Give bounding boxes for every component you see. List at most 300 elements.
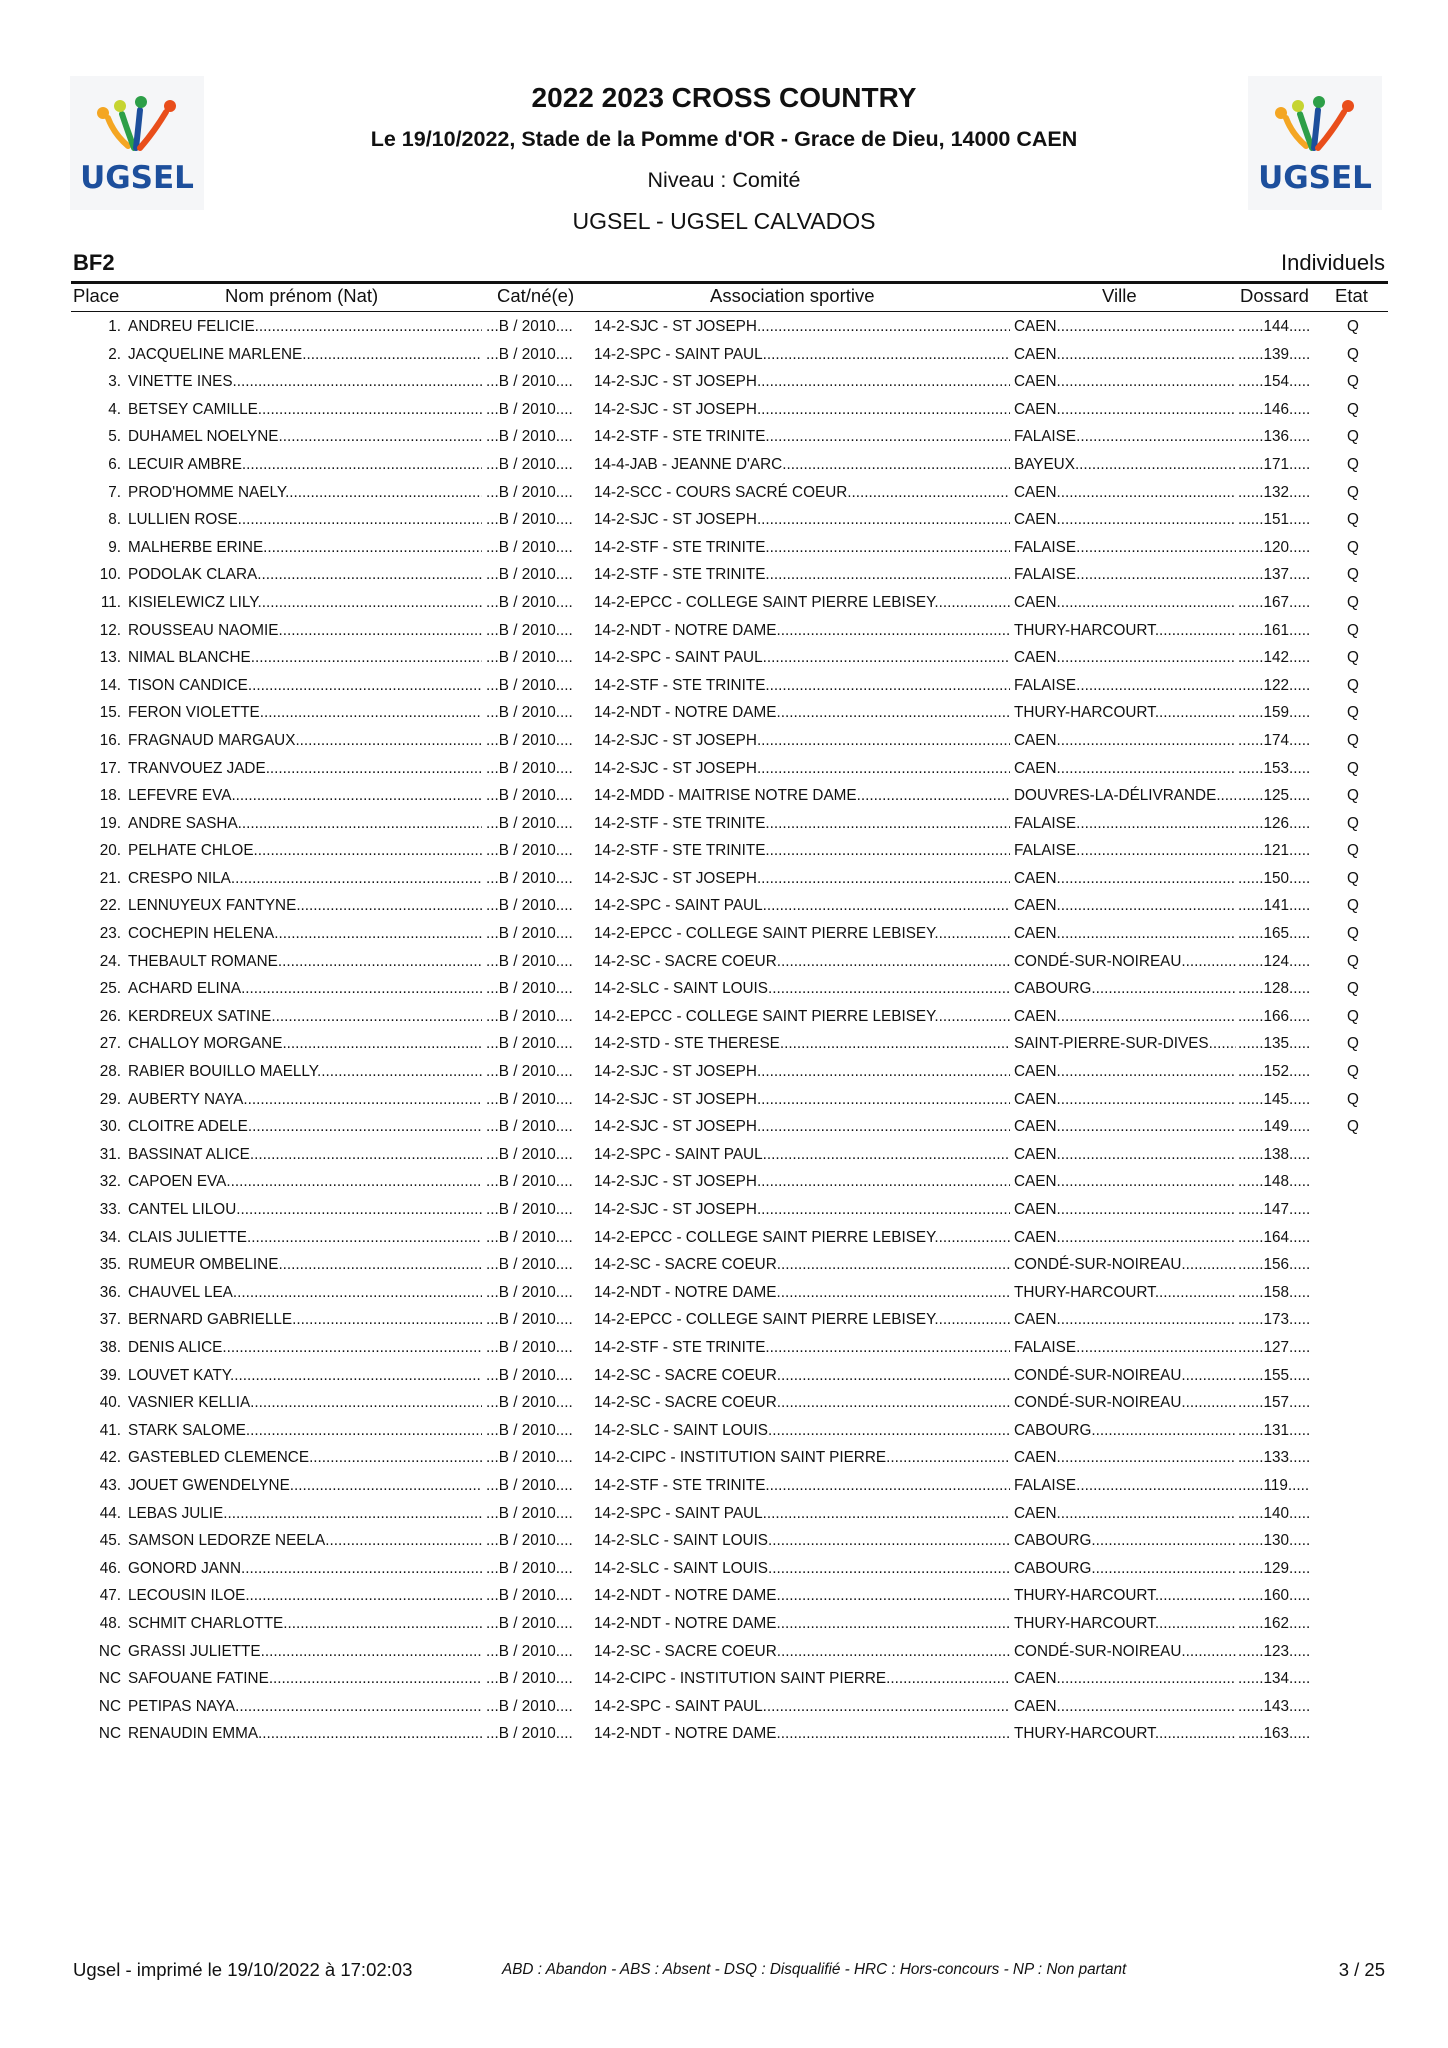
name-cell: SAMSON LEDORZE NEELA ..... <box>128 1531 482 1550</box>
name-cell: SAFOUANE FATINE ..... <box>128 1669 482 1688</box>
place-cell: 32. <box>99 1173 121 1191</box>
state-cell: Q <box>1347 1090 1359 1108</box>
table-row <box>0 1224 1448 1252</box>
assoc-cell: 14-2-SJC - ST JOSEPH ..... <box>594 1090 1010 1109</box>
table-row <box>0 1113 1448 1141</box>
assoc-cell: 14-2-EPCC - COLLEGE SAINT PIERRE LEBISEY ..... <box>594 1310 1010 1329</box>
place-cell: 11. <box>100 593 121 611</box>
bib-cell: ...... 163 ..... <box>1238 1724 1322 1743</box>
name-cell: CLOITRE ADELE ..... <box>128 1117 482 1136</box>
city-cell: CAEN ..... <box>1014 345 1236 364</box>
name-cell: TRANVOUEZ JADE ..... <box>128 759 482 778</box>
assoc-cell: 14-2-CIPC - INSTITUTION SAINT PIERRE ..... <box>594 1448 1010 1467</box>
city-cell: CAEN ..... <box>1014 924 1236 943</box>
place-cell: 46. <box>99 1559 121 1577</box>
place-cell: 45. <box>99 1532 121 1550</box>
bib-cell: ...... 171 ..... <box>1238 455 1322 474</box>
name-cell: LULLIEN ROSE ..... <box>128 510 482 529</box>
bib-cell: ...... 164 ..... <box>1238 1228 1322 1247</box>
name-cell: SCHMIT CHARLOTTE ..... <box>128 1614 482 1633</box>
bib-cell: ...... 156 ..... <box>1238 1255 1322 1274</box>
cat-cell: ... B / 2010 .... <box>486 427 588 446</box>
state-cell: Q <box>1347 814 1359 832</box>
name-cell: GONORD JANN ..... <box>128 1559 482 1578</box>
city-cell: THURY-HARCOURT ..... <box>1014 703 1236 722</box>
place-cell: 33. <box>99 1201 121 1218</box>
state-cell <box>1340 1393 1366 1412</box>
table-row <box>0 810 1448 838</box>
place-cell: 44. <box>99 1504 121 1522</box>
state-cell <box>1340 1669 1366 1688</box>
cat-cell: ... B / 2010 .... <box>486 814 588 833</box>
city-cell: CAEN ..... <box>1014 1145 1236 1164</box>
table-row <box>0 1444 1448 1472</box>
table-row <box>0 699 1448 727</box>
organization-label: UGSEL - UGSEL CALVADOS <box>572 208 876 234</box>
cat-cell: ... B / 2010 .... <box>486 1145 588 1164</box>
cat-cell: ... B / 2010 .... <box>486 538 588 557</box>
bib-cell: ...... 141 ..... <box>1238 896 1322 915</box>
name-cell: GRASSI JULIETTE ..... <box>128 1642 482 1661</box>
state-cell: Q <box>1347 428 1359 446</box>
place-cell: 27. <box>99 1035 121 1053</box>
table-row <box>0 534 1448 562</box>
state-cell: Q <box>1347 511 1359 529</box>
page-title: 2022 2023 CROSS COUNTRY <box>531 82 917 113</box>
bib-cell: ...... 129 ..... <box>1238 1559 1322 1578</box>
assoc-cell: 14-2-STF - STE TRINITE ..... <box>594 538 1010 557</box>
city-cell: CABOURG ..... <box>1014 1531 1236 1550</box>
cat-cell: ... B / 2010 .... <box>486 703 588 722</box>
name-cell: LEFEVRE EVA ..... <box>128 786 482 805</box>
cat-cell: ... B / 2010 .... <box>486 372 588 391</box>
assoc-cell: 14-2-EPCC - COLLEGE SAINT PIERRE LEBISEY ..... <box>594 593 1010 612</box>
name-cell: JOUET GWENDELYNE ..... <box>128 1476 482 1495</box>
assoc-cell: 14-2-CIPC - INSTITUTION SAINT PIERRE ..... <box>594 1669 1010 1688</box>
place-cell: 1. <box>108 318 121 335</box>
assoc-cell: 14-2-SJC - ST JOSEPH ..... <box>594 759 1010 778</box>
place-cell: 18. <box>99 787 121 805</box>
bib-cell: ...... 138 ..... <box>1238 1145 1322 1164</box>
bib-cell: ...... 147 ..... <box>1238 1200 1322 1219</box>
bib-cell: ...... 119 ..... <box>1238 1476 1322 1495</box>
col-state: Etat <box>1335 285 1368 306</box>
bib-cell: ...... 157 ..... <box>1238 1393 1322 1412</box>
name-cell: TISON CANDICE ..... <box>128 676 482 695</box>
name-cell: DENIS ALICE ..... <box>128 1338 482 1357</box>
state-cell <box>1340 1145 1366 1164</box>
state-cell <box>1340 1531 1366 1550</box>
city-cell: FALAISE ..... <box>1014 814 1236 833</box>
assoc-cell: 14-2-SJC - ST JOSEPH ..... <box>594 510 1010 529</box>
city-cell: CAEN ..... <box>1014 1007 1236 1026</box>
bib-cell: ...... 143 ..... <box>1238 1697 1322 1716</box>
bib-cell: ...... 150 ..... <box>1238 869 1322 888</box>
name-cell: KISIELEWICZ LILY ..... <box>128 593 482 612</box>
cat-cell: ... B / 2010 .... <box>486 731 588 750</box>
bib-cell: ...... 160 ..... <box>1238 1586 1322 1605</box>
cat-cell: ... B / 2010 .... <box>486 676 588 695</box>
col-city: Ville <box>1102 285 1137 306</box>
assoc-cell: 14-2-SJC - ST JOSEPH ..... <box>594 400 1010 419</box>
table-row <box>0 1086 1448 1114</box>
name-cell: RABIER BOUILLO MAELLY ..... <box>128 1062 482 1081</box>
state-cell <box>1340 1421 1366 1440</box>
cat-cell: ... B / 2010 .... <box>486 924 588 943</box>
city-cell: THURY-HARCOURT ..... <box>1014 1724 1236 1743</box>
assoc-cell: 14-2-SPC - SAINT PAUL ..... <box>594 1145 1010 1164</box>
city-cell: CAEN ..... <box>1014 1228 1236 1247</box>
bib-cell: ...... 124 ..... <box>1238 952 1322 971</box>
table-row <box>0 1582 1448 1610</box>
city-cell: CAEN ..... <box>1014 1697 1236 1716</box>
cat-cell: ... B / 2010 .... <box>486 759 588 778</box>
assoc-cell: 14-2-SJC - ST JOSEPH ..... <box>594 1172 1010 1191</box>
place-cell: 17. <box>99 759 121 777</box>
assoc-cell: 14-2-SPC - SAINT PAUL ..... <box>594 648 1010 667</box>
table-row <box>0 1389 1448 1417</box>
assoc-cell: 14-2-SC - SACRE COEUR ..... <box>594 1255 1010 1274</box>
page-number: 3 / 25 <box>1338 1959 1385 1980</box>
cat-cell: ... B / 2010 .... <box>486 1421 588 1440</box>
bib-cell: ...... 135 ..... <box>1238 1034 1322 1053</box>
bib-cell: ...... 134 ..... <box>1238 1669 1322 1688</box>
place-cell: 31. <box>99 1145 121 1163</box>
city-cell: CAEN ..... <box>1014 1448 1236 1467</box>
table-row <box>0 837 1448 865</box>
name-cell: DUHAMEL NOELYNE ..... <box>128 427 482 446</box>
table-row <box>0 975 1448 1003</box>
bib-cell: ...... 159 ..... <box>1238 703 1322 722</box>
table-row <box>0 1168 1448 1196</box>
city-cell: CAEN ..... <box>1014 317 1236 336</box>
state-cell <box>1340 1310 1366 1329</box>
city-cell: FALAISE ..... <box>1014 1338 1236 1357</box>
bib-cell: ...... 136 ..... <box>1238 427 1322 446</box>
category-code: BF2 <box>73 250 115 275</box>
table-row <box>0 1030 1448 1058</box>
city-cell: CAEN ..... <box>1014 1669 1236 1688</box>
table-row <box>0 1527 1448 1555</box>
bib-cell: ...... 132 ..... <box>1238 483 1322 502</box>
assoc-cell: 14-2-STF - STE TRINITE ..... <box>594 1338 1010 1357</box>
table-row <box>0 1334 1448 1362</box>
table-row <box>0 506 1448 534</box>
place-cell: 35. <box>99 1256 121 1274</box>
cat-cell: ... B / 2010 .... <box>486 1642 588 1661</box>
name-cell: CHAUVEL LEA ..... <box>128 1283 482 1302</box>
place-cell: 14. <box>99 676 121 694</box>
city-cell: BAYEUX ..... <box>1014 455 1236 474</box>
logo-text: UGSEL <box>80 160 194 196</box>
city-cell: CAEN ..... <box>1014 869 1236 888</box>
place-cell: 9. <box>108 538 121 556</box>
bib-cell: ...... 125 ..... <box>1238 786 1322 805</box>
city-cell: FALAISE ..... <box>1014 427 1236 446</box>
results-table <box>0 313 1448 1748</box>
assoc-cell: 14-2-NDT - NOTRE DAME ..... <box>594 1614 1010 1633</box>
cat-cell: ... B / 2010 .... <box>486 841 588 860</box>
name-cell: VINETTE INES ..... <box>128 372 482 391</box>
place-cell: 25. <box>99 980 121 998</box>
bib-cell: ...... 166 ..... <box>1238 1007 1322 1026</box>
state-cell: Q <box>1347 538 1359 556</box>
state-cell: Q <box>1347 925 1359 943</box>
city-cell: DOUVRES-LA-DÉLIVRANDE ..... <box>1014 786 1236 805</box>
bib-cell: ...... 127 ..... <box>1238 1338 1322 1357</box>
assoc-cell: 14-2-SC - SACRE COEUR ..... <box>594 1366 1010 1385</box>
name-cell: LOUVET KATY ..... <box>128 1366 482 1385</box>
cat-cell: ... B / 2010 .... <box>486 1697 588 1716</box>
place-cell: 29. <box>99 1090 121 1108</box>
table-row <box>0 479 1448 507</box>
place-cell: 30. <box>99 1118 121 1136</box>
place-cell: 23. <box>99 925 121 943</box>
cat-cell: ... B / 2010 .... <box>486 1062 588 1081</box>
name-cell: ROUSSEAU NAOMIE ..... <box>128 621 482 640</box>
assoc-cell: 14-2-NDT - NOTRE DAME ..... <box>594 1724 1010 1743</box>
state-cell <box>1340 1228 1366 1247</box>
state-cell: Q <box>1347 869 1359 887</box>
cat-cell: ... B / 2010 .... <box>486 1117 588 1136</box>
city-cell: CAEN ..... <box>1014 1200 1236 1219</box>
state-cell <box>1340 1697 1366 1716</box>
state-cell: Q <box>1347 455 1359 473</box>
bib-cell: ...... 133 ..... <box>1238 1448 1322 1467</box>
state-cell <box>1340 1614 1366 1633</box>
bib-cell: ...... 142 ..... <box>1238 648 1322 667</box>
table-row <box>0 1141 1448 1169</box>
place-cell: 38. <box>99 1338 121 1356</box>
assoc-cell: 14-2-SJC - ST JOSEPH ..... <box>594 372 1010 391</box>
cat-cell: ... B / 2010 .... <box>486 1310 588 1329</box>
city-cell: CONDÉ-SUR-NOIREAU ..... <box>1014 1393 1236 1412</box>
name-cell: CHALLOY MORGANE ..... <box>128 1034 482 1053</box>
state-cell <box>1340 1724 1366 1743</box>
place-cell: 8. <box>108 511 121 529</box>
place-cell: 21. <box>99 869 121 887</box>
state-cell: Q <box>1347 400 1359 418</box>
place-cell: 24. <box>99 952 121 970</box>
city-cell: THURY-HARCOURT ..... <box>1014 1614 1236 1633</box>
cat-cell: ... B / 2010 .... <box>486 648 588 667</box>
cat-cell: ... B / 2010 .... <box>486 510 588 529</box>
bib-cell: ...... 137 ..... <box>1238 565 1322 584</box>
place-cell: 47. <box>99 1587 121 1605</box>
name-cell: RENAUDIN EMMA ..... <box>128 1724 482 1743</box>
name-cell: FERON VIOLETTE ..... <box>128 703 482 722</box>
cat-cell: ... B / 2010 .... <box>486 1007 588 1026</box>
city-cell: CAEN ..... <box>1014 510 1236 529</box>
cat-cell: ... B / 2010 .... <box>486 1504 588 1523</box>
table-row <box>0 672 1448 700</box>
place-cell: 42. <box>99 1449 121 1467</box>
place-cell: 13. <box>99 649 121 667</box>
assoc-cell: 14-2-SCC - COURS SACRÉ COEUR ..... <box>594 483 1010 502</box>
cat-cell: ... B / 2010 .... <box>486 593 588 612</box>
assoc-cell: 14-2-SPC - SAINT PAUL ..... <box>594 1697 1010 1716</box>
cat-cell: ... B / 2010 .... <box>486 1200 588 1219</box>
assoc-cell: 14-4-JAB - JEANNE D'ARC ..... <box>594 455 1010 474</box>
name-cell: COCHEPIN HELENA ..... <box>128 924 482 943</box>
assoc-cell: 14-2-SPC - SAINT PAUL ..... <box>594 1504 1010 1523</box>
city-cell: FALAISE ..... <box>1014 676 1236 695</box>
cat-cell: ... B / 2010 .... <box>486 1586 588 1605</box>
name-cell: RUMEUR OMBELINE ..... <box>128 1255 482 1274</box>
state-cell: Q <box>1347 704 1359 722</box>
state-cell: Q <box>1347 1035 1359 1053</box>
table-row <box>0 1251 1448 1279</box>
assoc-cell: 14-2-STF - STE TRINITE ..... <box>594 841 1010 860</box>
table-row <box>0 1472 1448 1500</box>
cat-cell: ... B / 2010 .... <box>486 1090 588 1109</box>
assoc-cell: 14-2-NDT - NOTRE DAME ..... <box>594 1283 1010 1302</box>
col-name: Nom prénom (Nat) <box>225 285 379 306</box>
cat-cell: ... B / 2010 .... <box>486 1255 588 1274</box>
name-cell: PODOLAK CLARA ..... <box>128 565 482 584</box>
state-cell <box>1340 1338 1366 1357</box>
name-cell: PROD'HOMME NAELY ..... <box>128 483 482 502</box>
place-cell: NC <box>98 1642 121 1660</box>
city-cell: CONDÉ-SUR-NOIREAU ..... <box>1014 1642 1236 1661</box>
assoc-cell: 14-2-STD - STE THERESE ..... <box>594 1034 1010 1053</box>
table-row <box>0 1306 1448 1334</box>
cat-cell: ... B / 2010 .... <box>486 1614 588 1633</box>
city-cell: CAEN ..... <box>1014 400 1236 419</box>
assoc-cell: 14-2-NDT - NOTRE DAME ..... <box>594 621 1010 640</box>
name-cell: BERNARD GABRIELLE ..... <box>128 1310 482 1329</box>
bib-cell: ...... 121 ..... <box>1238 841 1322 860</box>
print-info: Ugsel - imprimé le 19/10/2022 à 17:02:03 <box>73 1959 413 1980</box>
city-cell: CONDÉ-SUR-NOIREAU ..... <box>1014 1366 1236 1385</box>
place-cell: 19. <box>99 814 121 832</box>
city-cell: CAEN ..... <box>1014 648 1236 667</box>
place-cell: 6. <box>108 455 121 473</box>
bib-cell: ...... 165 ..... <box>1238 924 1322 943</box>
city-cell: CABOURG ..... <box>1014 1559 1236 1578</box>
cat-cell: ... B / 2010 .... <box>486 1338 588 1357</box>
cat-cell: ... B / 2010 .... <box>486 869 588 888</box>
place-cell: 48. <box>99 1614 121 1632</box>
table-row <box>0 1638 1448 1666</box>
name-cell: PELHATE CHLOE ..... <box>128 841 482 860</box>
cat-cell: ... B / 2010 .... <box>486 345 588 364</box>
bib-cell: ...... 144 ..... <box>1238 317 1322 336</box>
state-cell <box>1340 1200 1366 1219</box>
cat-cell: ... B / 2010 .... <box>486 952 588 971</box>
logo-text: UGSEL <box>1258 160 1372 196</box>
place-cell: 36. <box>99 1283 121 1301</box>
state-cell <box>1340 1642 1366 1661</box>
assoc-cell: 14-2-STF - STE TRINITE ..... <box>594 1476 1010 1495</box>
assoc-cell: 14-2-SC - SACRE COEUR ..... <box>594 952 1010 971</box>
table-row <box>0 1279 1448 1307</box>
city-cell: CAEN ..... <box>1014 1062 1236 1081</box>
city-cell: CAEN ..... <box>1014 1172 1236 1191</box>
place-cell: 4. <box>108 400 121 418</box>
name-cell: GASTEBLED CLEMENCE ..... <box>128 1448 482 1467</box>
col-cat: Cat/né(e) <box>497 285 575 306</box>
bib-cell: ...... 130 ..... <box>1238 1531 1322 1550</box>
city-cell: CONDÉ-SUR-NOIREAU ..... <box>1014 1255 1236 1274</box>
bib-cell: ...... 120 ..... <box>1238 538 1322 557</box>
state-cell: Q <box>1347 649 1359 667</box>
state-cell: Q <box>1347 897 1359 915</box>
state-cell: Q <box>1347 952 1359 970</box>
assoc-cell: 14-2-SJC - ST JOSEPH ..... <box>594 1200 1010 1219</box>
assoc-cell: 14-2-STF - STE TRINITE ..... <box>594 676 1010 695</box>
name-cell: ANDRE SASHA ..... <box>128 814 482 833</box>
place-cell: 22. <box>99 897 121 915</box>
city-cell: FALAISE ..... <box>1014 841 1236 860</box>
assoc-cell: 14-2-SJC - ST JOSEPH ..... <box>594 869 1010 888</box>
table-row <box>0 561 1448 589</box>
name-cell: MALHERBE ERINE ..... <box>128 538 482 557</box>
assoc-cell: 14-2-SC - SACRE COEUR ..... <box>594 1642 1010 1661</box>
state-cell <box>1340 1559 1366 1578</box>
place-cell: 7. <box>108 483 121 501</box>
cat-cell: ... B / 2010 .... <box>486 483 588 502</box>
assoc-cell: 14-2-SJC - ST JOSEPH ..... <box>594 731 1010 750</box>
bib-cell: ...... 167 ..... <box>1238 593 1322 612</box>
place-cell: 43. <box>99 1476 121 1494</box>
table-row <box>0 1665 1448 1693</box>
assoc-cell: 14-2-SLC - SAINT LOUIS ..... <box>594 979 1010 998</box>
table-row <box>0 1058 1448 1086</box>
category-type: Individuels <box>1281 250 1385 275</box>
place-cell: 40. <box>99 1394 121 1412</box>
city-cell: CONDÉ-SUR-NOIREAU ..... <box>1014 952 1236 971</box>
name-cell: VASNIER KELLIA ..... <box>128 1393 482 1412</box>
bib-cell: ...... 161 ..... <box>1238 621 1322 640</box>
assoc-cell: 14-2-STF - STE TRINITE ..... <box>594 427 1010 446</box>
table-row <box>0 368 1448 396</box>
assoc-cell: 14-2-SJC - ST JOSEPH ..... <box>594 1062 1010 1081</box>
state-cell <box>1340 1586 1366 1605</box>
assoc-cell: 14-2-SC - SACRE COEUR ..... <box>594 1393 1010 1412</box>
name-cell: NIMAL BLANCHE ..... <box>128 648 482 667</box>
bib-cell: ...... 140 ..... <box>1238 1504 1322 1523</box>
place-cell: NC <box>98 1725 121 1743</box>
name-cell: LECOUSIN ILOE ..... <box>128 1586 482 1605</box>
cat-cell: ... B / 2010 .... <box>486 1366 588 1385</box>
cat-cell: ... B / 2010 .... <box>486 1559 588 1578</box>
state-cell: Q <box>1347 593 1359 611</box>
table-row <box>0 396 1448 424</box>
table-row <box>0 892 1448 920</box>
city-cell: CAEN ..... <box>1014 483 1236 502</box>
assoc-cell: 14-2-SLC - SAINT LOUIS ..... <box>594 1531 1010 1550</box>
state-cell: Q <box>1347 318 1359 335</box>
place-cell: 12. <box>99 621 121 639</box>
bib-cell: ...... 158 ..... <box>1238 1283 1322 1302</box>
state-cell: Q <box>1347 483 1359 501</box>
table-row <box>0 948 1448 976</box>
table-row <box>0 1417 1448 1445</box>
state-cell: Q <box>1347 1007 1359 1025</box>
city-cell: CAEN ..... <box>1014 372 1236 391</box>
place-cell: 41. <box>99 1421 121 1439</box>
city-cell: THURY-HARCOURT ..... <box>1014 1283 1236 1302</box>
name-cell: PETIPAS NAYA ..... <box>128 1697 482 1716</box>
cat-cell: ... B / 2010 .... <box>486 1172 588 1191</box>
table-row <box>0 617 1448 645</box>
bib-cell: ...... 162 ..... <box>1238 1614 1322 1633</box>
state-cell: Q <box>1347 621 1359 639</box>
cat-cell: ... B / 2010 .... <box>486 1724 588 1743</box>
place-cell: 34. <box>99 1228 121 1246</box>
cat-cell: ... B / 2010 .... <box>486 565 588 584</box>
